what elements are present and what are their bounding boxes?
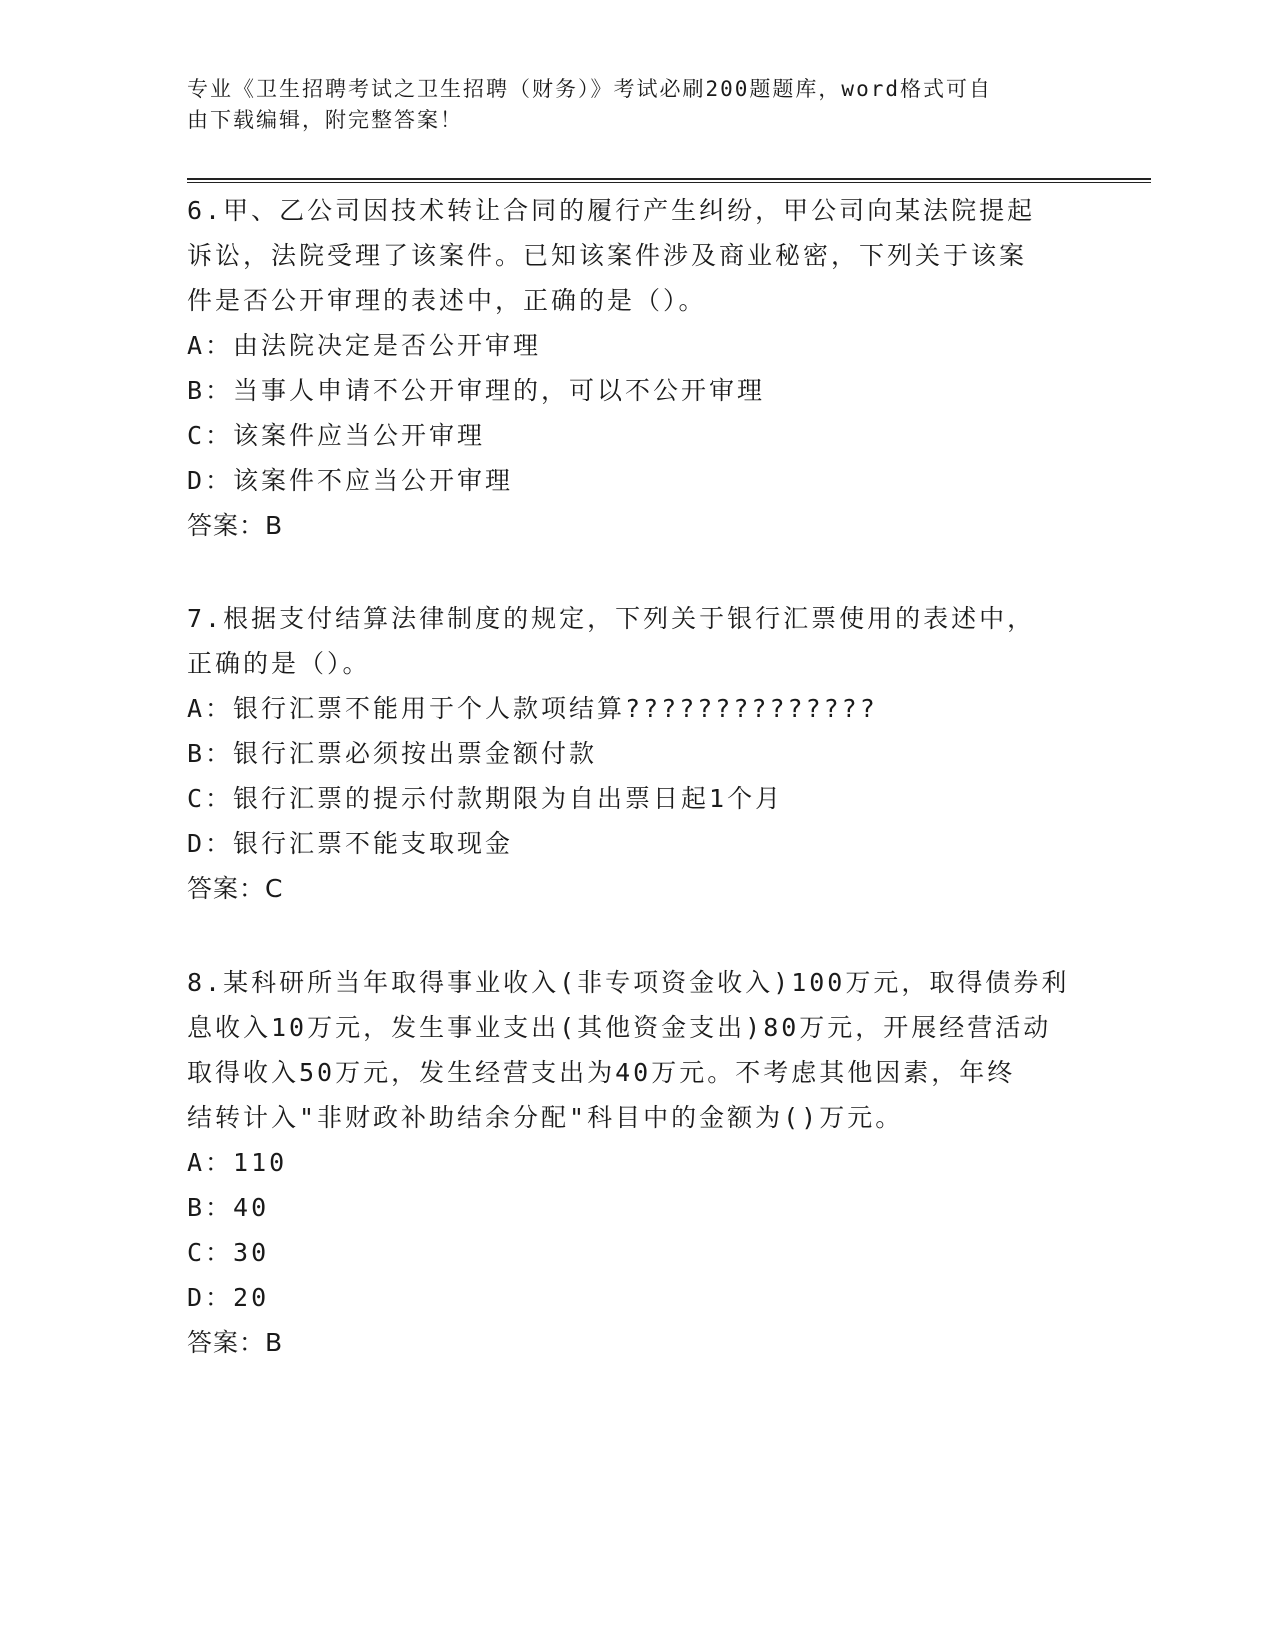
document-header — [187, 74, 1087, 136]
option-d: D：该案件不应当公开审理 — [187, 466, 514, 495]
question-stem-line: 取得收入50万元，发生经营支出为40万元。不考虑其他因素，年终 — [187, 1058, 1016, 1087]
question-stem-line: 结转计入"非财政补助结余分配"科目中的金额为()万元。 — [187, 1103, 904, 1132]
question-stem-line: 息收入10万元，发生事业支出(其他资金支出)80万元，开展经营活动 — [187, 1013, 1052, 1042]
question-8 — [187, 960, 1087, 1365]
option-a: A：银行汇票不能用于个人款项结算?????????????? — [187, 694, 878, 723]
question-stem-line: 件是否公开审理的表述中，正确的是（）。 — [187, 286, 707, 315]
answer-label: 答案：B — [187, 1328, 284, 1357]
question-7 — [187, 596, 1087, 911]
option-a: A：由法院决定是否公开审理 — [187, 331, 542, 360]
option-b: B：40 — [187, 1193, 270, 1222]
header-line-1: 专业《卫生招聘考试之卫生招聘（财务）》考试必刷200题题库，word格式可自 — [187, 77, 992, 101]
answer-label: 答案：C — [187, 874, 284, 903]
option-d: D：银行汇票不能支取现金 — [187, 829, 514, 858]
question-stem-line: 6.甲、乙公司因技术转让合同的履行产生纠纷，甲公司向某法院提起 — [187, 196, 1036, 225]
option-b: B：当事人申请不公开审理的，可以不公开审理 — [187, 376, 766, 405]
header-line-2: 由下载编辑，附完整答案！ — [187, 108, 463, 132]
option-b: B：银行汇票必须按出票金额付款 — [187, 739, 598, 768]
option-c: C：该案件应当公开审理 — [187, 421, 486, 450]
question-stem-line: 诉讼，法院受理了该案件。已知该案件涉及商业秘密，下列关于该案 — [187, 241, 1028, 270]
question-stem-line: 7.根据支付结算法律制度的规定，下列关于银行汇票使用的表述中， — [187, 604, 1036, 633]
option-c: C：30 — [187, 1238, 270, 1267]
option-d: D：20 — [187, 1283, 270, 1312]
question-6 — [187, 188, 1087, 548]
answer-label: 答案：B — [187, 511, 284, 540]
question-stem-line: 8.某科研所当年取得事业收入(非专项资金收入)100万元，取得债券利 — [187, 968, 1070, 997]
header-divider — [187, 178, 1151, 183]
option-c: C：银行汇票的提示付款期限为自出票日起1个月 — [187, 784, 784, 813]
option-a: A：110 — [187, 1148, 288, 1177]
question-stem-line: 正确的是（）。 — [187, 649, 371, 678]
